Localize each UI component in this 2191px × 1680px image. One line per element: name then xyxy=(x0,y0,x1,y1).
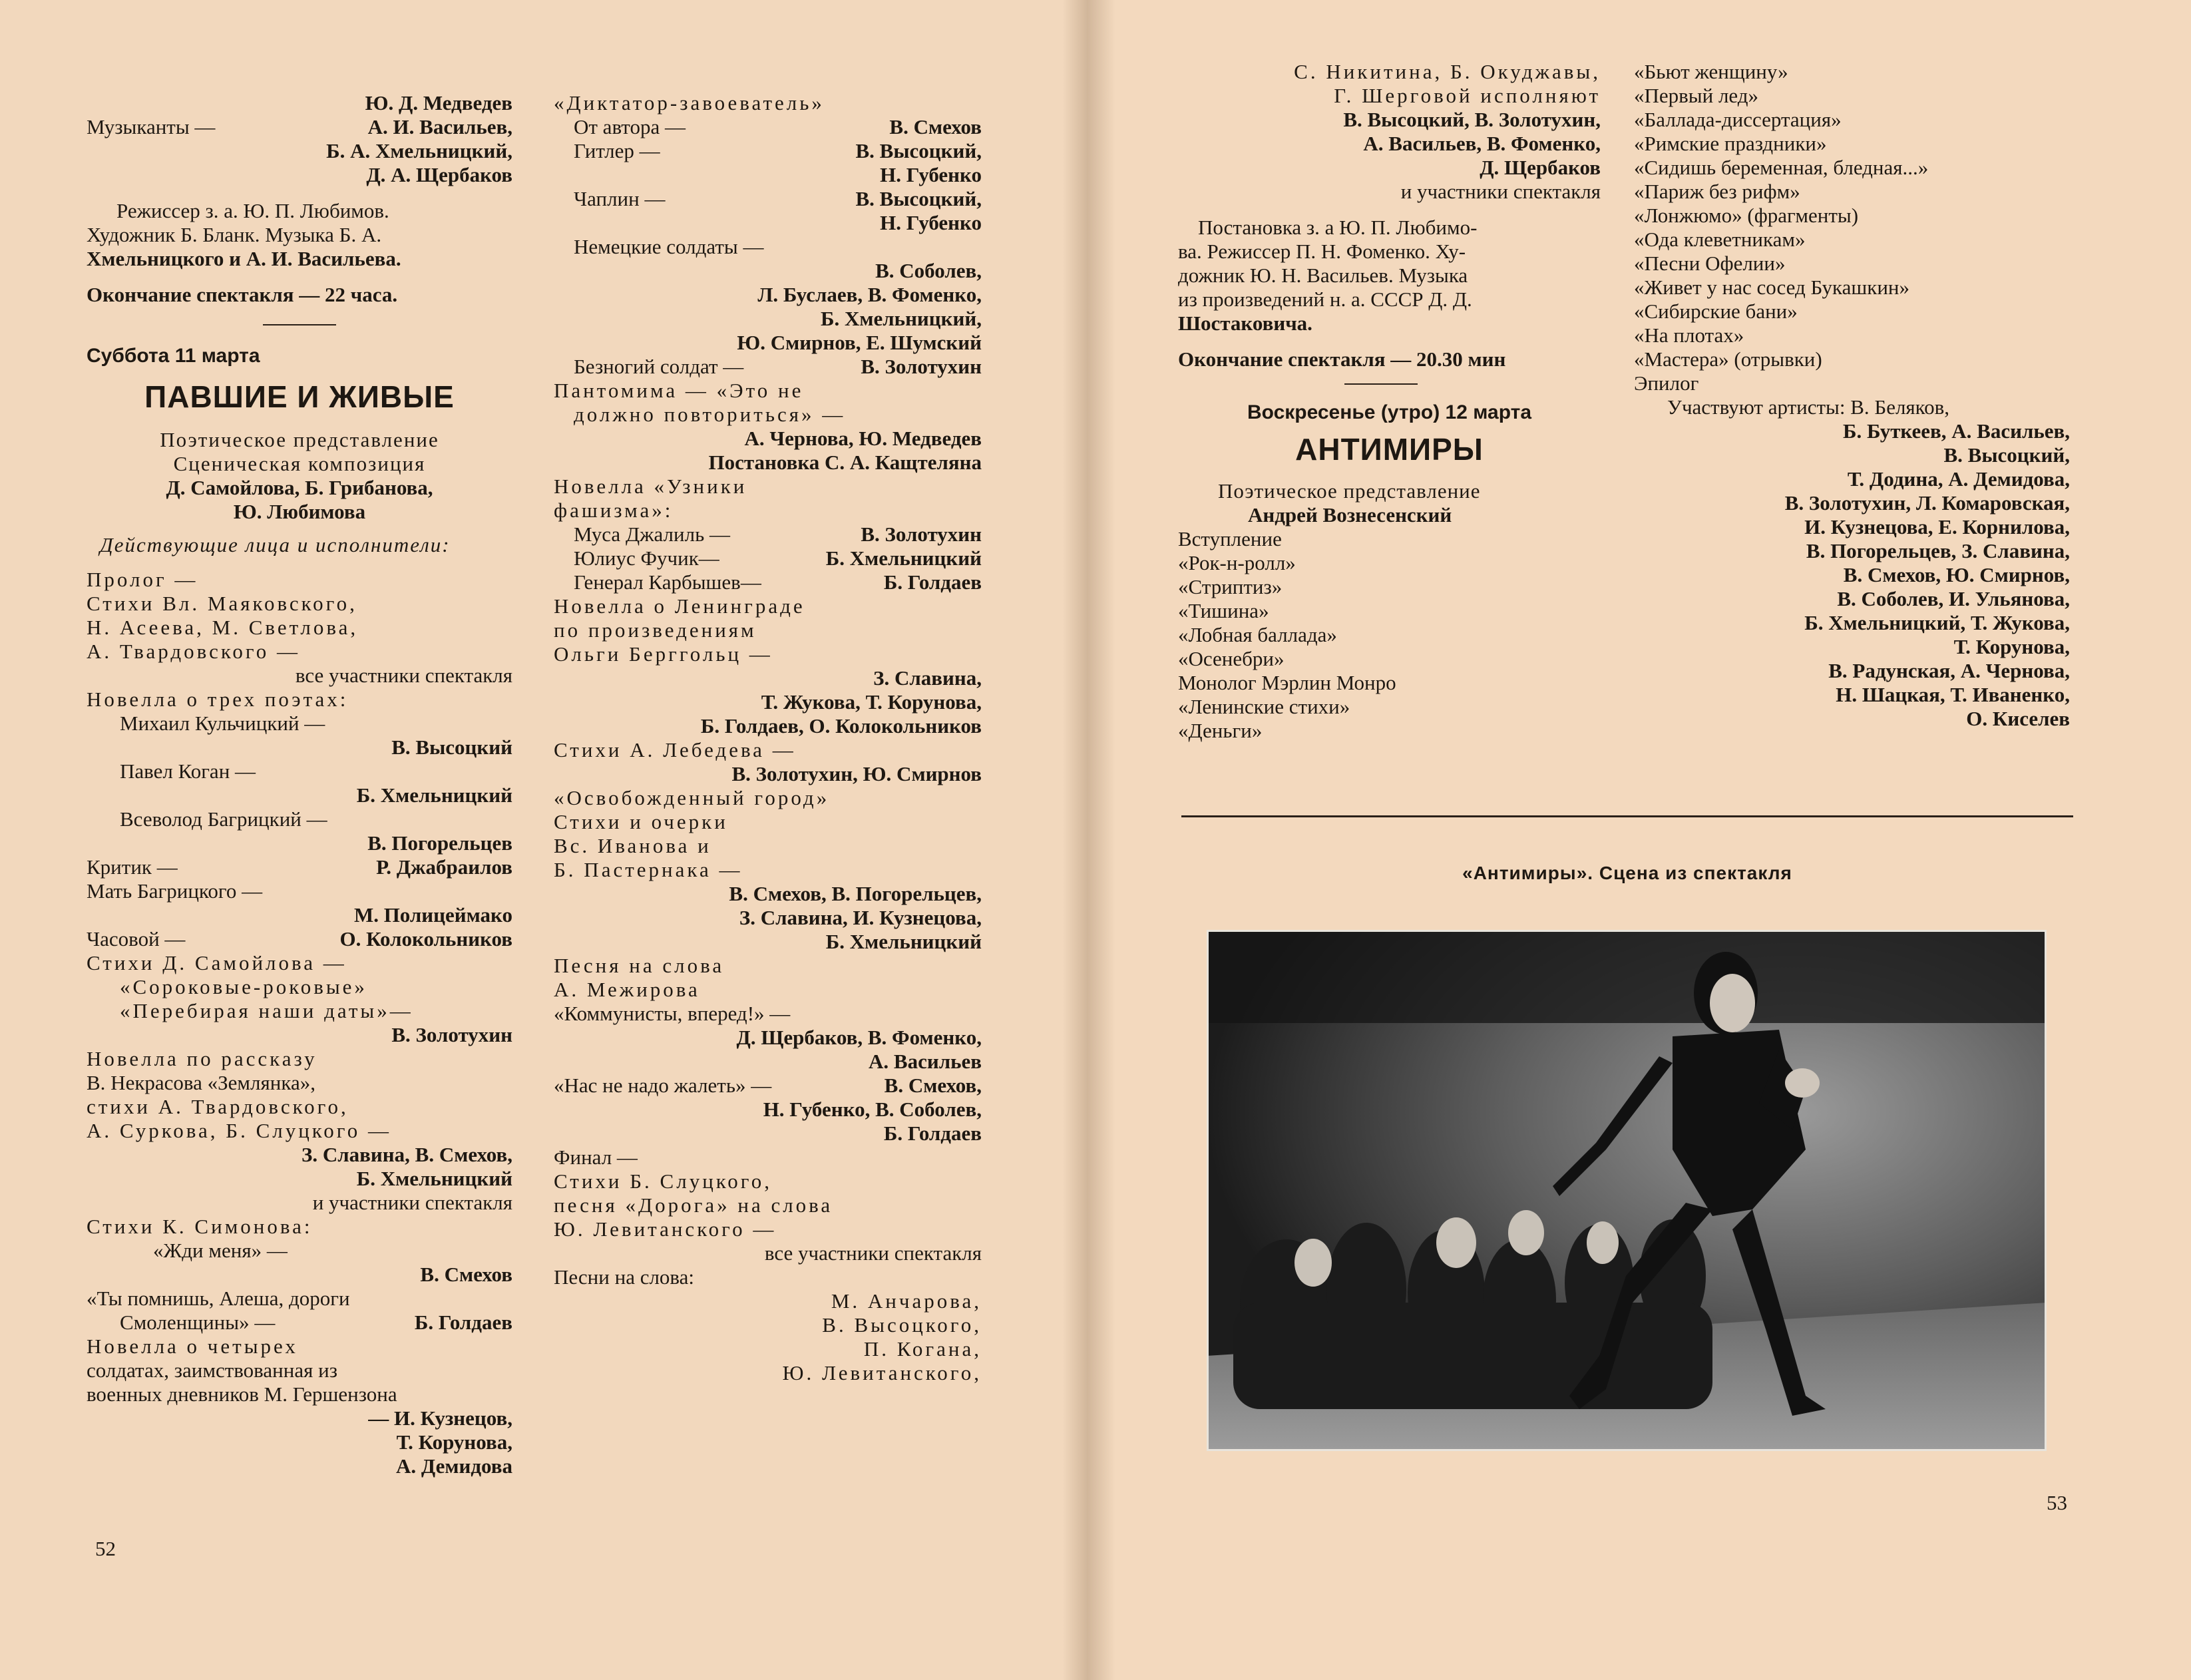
performer-name: Б. Хмельницкий xyxy=(825,546,982,570)
text-line xyxy=(87,927,512,951)
text-line: Мать Багрицкого — xyxy=(87,879,263,903)
text-line: В. Смехов xyxy=(420,1263,512,1286)
list-item: Монолог Мэрлин Монро xyxy=(1178,671,1396,694)
list-item: «Мастера» (отрывки) xyxy=(1634,347,1822,371)
text-line: П. Когана, xyxy=(863,1337,982,1361)
text-line: солдатах, заимствованная из xyxy=(87,1359,337,1382)
text-line xyxy=(554,523,982,546)
text-line xyxy=(554,1074,982,1098)
text-line: В. Соболев, xyxy=(875,259,982,282)
text-line: Ю. Смирнов, Е. Шумский xyxy=(737,331,982,354)
end-time: Окончание спектакля — 22 часа. xyxy=(87,283,398,306)
text-line: Павел Коган — xyxy=(120,759,256,783)
text-line: Б. Пастернака — xyxy=(554,858,743,881)
text-line: А. Межирова xyxy=(554,978,700,1001)
text-line: Г. Шерговой исполняют xyxy=(1334,84,1601,107)
text-line: Б. Хмельницкий xyxy=(356,783,512,807)
text-line: Л. Буслаев, В. Фоменко, xyxy=(757,283,982,306)
director-credits xyxy=(87,199,512,271)
text-line: Б. Голдаев, О. Колокольников xyxy=(700,714,982,737)
text-line: Стихи и очерки xyxy=(554,810,728,833)
list-item: «Сидишь беременная, бледная...» xyxy=(1634,156,1929,179)
cast-list-continued xyxy=(554,91,982,1385)
list-item: «Ода клеветникам» xyxy=(1634,228,1806,251)
subtitle-line: Поэтическое представление xyxy=(160,428,439,451)
list-item: «Сибирские бани» xyxy=(1634,300,1798,323)
list-item: «Тишина» xyxy=(1178,599,1269,622)
role-label: От автора — xyxy=(574,115,686,138)
text-line: Новелла «Узники xyxy=(554,475,747,498)
director-line: Режиссер з. а. Ю. П. Любимов. xyxy=(116,199,389,222)
page-number-left: 52 xyxy=(95,1537,116,1560)
performer-name: В. Высоцкий, xyxy=(855,139,982,162)
text-line: В. Погорельцев xyxy=(367,831,512,855)
end-time: Окончание спектакля — 20.30 мин xyxy=(1178,347,1506,371)
text-line: Ольги Берггольц — xyxy=(554,642,773,666)
text-line: «Освобожденный город» xyxy=(554,786,830,809)
list-item: Б. Буткеев, А. Васильев, xyxy=(1842,419,2070,443)
text-line: Д. Щербаков xyxy=(1480,156,1601,179)
text-line: Стихи Д. Самойлова — xyxy=(87,951,347,974)
list-item: «Живет у нас сосед Букашкин» xyxy=(1634,276,1910,299)
performer-name: В. Высоцкий, xyxy=(855,187,982,210)
role-label: «Нас не надо жалеть» — xyxy=(554,1074,772,1097)
text-line: Вс. Иванова и xyxy=(554,834,711,857)
performer-name: В. Смехов xyxy=(889,115,982,138)
text-line: Всеволод Багрицкий — xyxy=(120,807,327,831)
text-line: М. Анчарова, xyxy=(831,1289,982,1313)
text-line: Пантомима — «Это не xyxy=(554,379,804,402)
role-label: Безногий солдат — xyxy=(574,355,744,378)
text-line: Ю. Левитанского, xyxy=(782,1361,982,1384)
role-label: Генерал Карбышев— xyxy=(574,570,761,594)
performer-name: Б. Голдаев xyxy=(883,570,982,594)
list-item: В. Радунская, А. Чернова, xyxy=(1828,659,2070,682)
performer-name: Постановка С. А. Кащтеляна xyxy=(708,451,982,474)
list-item: «Деньги» xyxy=(1178,719,1263,742)
production-line: Постановка з. а Ю. П. Любимо- xyxy=(1198,216,1478,239)
text-line: В. Высоцкий xyxy=(391,735,512,759)
text-line: В. Некрасова «Землянка», xyxy=(87,1071,315,1094)
text-line: — И. Кузнецов, xyxy=(368,1406,512,1430)
cast-list xyxy=(87,568,512,1478)
text-line: фашизма»: xyxy=(554,499,674,522)
list-item: «Римские праздники» xyxy=(1634,132,1827,155)
text-line: Михаил Кульчицкий — xyxy=(120,712,325,735)
credits-top xyxy=(87,91,512,187)
text-line: Песни на слова: xyxy=(554,1265,695,1289)
text-line xyxy=(554,115,982,139)
text-line: Н. Губенко xyxy=(880,163,982,186)
actors-list xyxy=(1634,419,2070,731)
page-divider xyxy=(1181,815,2073,817)
credit-line: Музыканты — А. И. Васильев, xyxy=(87,115,512,138)
text-line: Н. Губенко xyxy=(880,211,982,234)
list-item: И. Кузнецова, Е. Корнилова, xyxy=(1804,515,2070,538)
list-item: О. Киселев xyxy=(1966,707,2070,730)
role-label: Юлиус Фучик— xyxy=(574,546,719,570)
text-line: З. Славина, И. Кузнецова, xyxy=(739,906,982,929)
text-line: А. Васильев, В. Фоменко, xyxy=(1363,132,1601,155)
text-line: Стихи К. Симонова: xyxy=(87,1215,313,1238)
text-line xyxy=(554,187,982,211)
text-line: все участники спектакля xyxy=(295,664,512,687)
text-line: Б. Хмельницкий xyxy=(356,1167,512,1190)
text-line: Новелла о четырех xyxy=(87,1335,298,1358)
list-item: Эпилог xyxy=(1634,371,1699,395)
list-item: В. Соболев, И. Ульянова, xyxy=(1837,587,2070,610)
text-line: В. Высоцкий, В. Золотухин, xyxy=(1343,108,1601,131)
text-line: Новелла по рассказу xyxy=(87,1047,317,1070)
text-line xyxy=(87,1311,512,1335)
text-line: «Перебирая наши даты»— xyxy=(120,999,413,1022)
performer-name: В. Золотухин xyxy=(861,523,982,546)
text-line: Стихи Б. Слуцкого, xyxy=(554,1169,772,1193)
production-line: дожник Ю. Н. Васильев. Музыка xyxy=(1178,264,1468,287)
list-item: Б. Хмельницкий, Т. Жукова, xyxy=(1804,611,2070,634)
text-line: Пролог — xyxy=(87,568,198,591)
role-label: Муса Джалиль — xyxy=(574,523,730,546)
subtitle-line: Сценическая композиция xyxy=(173,452,426,475)
text-line: Немецкие солдаты — xyxy=(574,235,764,258)
text-line: А. Суркова, Б. Слуцкого — xyxy=(87,1119,391,1142)
text-line: Финал — xyxy=(554,1146,638,1169)
text-line: и участники спектакля xyxy=(312,1191,512,1214)
list-item: Н. Шацкая, Т. Иваненко, xyxy=(1836,683,2070,706)
text-line: Т. Жукова, Т. Корунова, xyxy=(761,690,982,714)
text-line: С. Никитина, Б. Окуджавы, xyxy=(1294,60,1601,83)
performance-title: АНТИМИРЫ xyxy=(1295,432,1484,467)
text-line: Ю. Левитанского — xyxy=(554,1217,777,1241)
subtitle: Поэтическое представление xyxy=(1218,479,1481,503)
director-line: Хмельницкого и А. И. Васильева. xyxy=(87,247,401,270)
director-line: Художник Б. Бланк. Музыка Б. А. xyxy=(87,223,382,246)
subtitle-line: Д. Самойлова, Б. Грибанова, xyxy=(166,476,433,499)
text-line: А. Твардовского — xyxy=(87,640,301,663)
text-line xyxy=(554,451,982,475)
list-item: «Лонжюмо» (фрагменты) xyxy=(1634,204,1859,227)
list-item: «Песни Офелии» xyxy=(1634,252,1786,275)
list-item: «Ленинские стихи» xyxy=(1178,695,1350,718)
program-items xyxy=(1178,527,1601,743)
text-line: Б. Хмельницкий xyxy=(825,930,982,953)
production-credits xyxy=(1178,216,1601,335)
actors-intro: Участвуют артисты: В. Беляков, xyxy=(1667,395,1950,419)
text-line: и участники спектакля xyxy=(1400,180,1601,203)
list-item: «Рок-н-ролл» xyxy=(1178,551,1296,574)
photo-caption: «Антимиры». Сцена из спектакля xyxy=(1462,863,1792,883)
list-item: «Осенебри» xyxy=(1178,647,1285,670)
list-item: «Первый лед» xyxy=(1634,84,1759,107)
text-line: М. Полицеймако xyxy=(353,903,512,927)
text-line: Новелла о трех поэтах: xyxy=(87,688,349,711)
list-item: «Баллада-диссертация» xyxy=(1634,108,1842,131)
production-line: из произведений н. а. СССР Д. Д. xyxy=(1178,288,1472,311)
page-number-right: 53 xyxy=(2047,1491,2067,1514)
text-line xyxy=(554,355,982,379)
list-item: «Бьют женщину» xyxy=(1634,60,1788,83)
text-line: Т. Корунова, xyxy=(396,1430,512,1454)
text-line: Стихи Вл. Маяковского, xyxy=(87,592,357,615)
text-line: «Диктатор-завоеватель» xyxy=(554,91,825,114)
text-line xyxy=(554,139,982,163)
text-line: Н. Асеева, М. Светлова, xyxy=(87,616,359,639)
list-item: В. Золотухин, Л. Комаровская, xyxy=(1784,491,2070,515)
cast-heading: Действующие лица и исполнители: xyxy=(100,533,451,556)
list-item: «На плотах» xyxy=(1634,323,1744,347)
text-line: А. Чернова, Ю. Медведев xyxy=(744,427,982,450)
production-line: Шостаковича. xyxy=(1178,312,1312,335)
text-line: Н. Губенко, В. Соболев, xyxy=(763,1098,982,1121)
text-line: «Ты помнишь, Алеша, дороги xyxy=(87,1287,350,1310)
credit-line: Б. А. Хмельницкий, xyxy=(326,139,512,162)
list-item: В. Смехов, Ю. Смирнов, xyxy=(1843,563,2070,586)
book-spine xyxy=(1062,0,1115,1680)
performer-name: В. Золотухин xyxy=(861,355,982,378)
list-item: «Стриптиз» xyxy=(1178,575,1283,598)
text-line: военных дневников М. Гершензона xyxy=(87,1382,397,1406)
text-line xyxy=(554,570,982,594)
right-column-2 xyxy=(1634,60,2070,731)
text-line: А. Демидова xyxy=(396,1454,512,1478)
text-line: «Коммунисты, вперед!» — xyxy=(554,1002,791,1025)
subtitle-line: Ю. Любимова xyxy=(233,500,366,523)
performance-date: Суббота 11 марта xyxy=(87,345,260,367)
text-line: должно повториться» — xyxy=(574,403,846,426)
performance-date: Воскресенье (утро) 12 марта xyxy=(1247,401,1532,423)
role-label: Чаплин — xyxy=(574,187,666,210)
list-item: Т. Додина, А. Демидова, xyxy=(1847,467,2070,491)
credit-line: Ю. Д. Медведев xyxy=(365,91,512,114)
text-line: стихи А. Твардовского, xyxy=(87,1095,349,1118)
text-line: З. Славина, xyxy=(873,666,982,690)
performer-name: Р. Джабраилов xyxy=(376,855,512,879)
text-line: В. Золотухин xyxy=(391,1023,512,1046)
list-item: «Париж без рифм» xyxy=(1634,180,1800,203)
left-column-1 xyxy=(87,91,512,1478)
text-line: «Жди меня» — xyxy=(153,1239,288,1262)
text-line: В. Смехов, В. Погорельцев, xyxy=(729,882,982,905)
performers-intro xyxy=(1178,60,1601,204)
text-line xyxy=(554,546,982,570)
left-column-2 xyxy=(554,91,982,1385)
list-item: В. Высоцкий, xyxy=(1943,443,2070,467)
author: Андрей Вознесенский xyxy=(1248,503,1452,526)
right-column-1 xyxy=(1178,60,1601,743)
text-line: Б. Голдаев xyxy=(883,1122,982,1145)
text-line: «Сороковые-роковые» xyxy=(120,975,367,998)
text-line: по произведениям xyxy=(554,618,757,642)
list-item: Т. Корунова, xyxy=(1953,635,2070,658)
text-line xyxy=(87,855,512,879)
performer-name: В. Смехов, xyxy=(884,1074,982,1097)
text-line: В. Золотухин, Ю. Смирнов xyxy=(731,762,982,785)
list-item: В. Погорельцев, З. Славина, xyxy=(1806,539,2070,562)
stage-scene-image xyxy=(1207,930,2047,1451)
role-label: Критик — xyxy=(87,855,178,879)
text-line: В. Высоцкого, xyxy=(822,1313,982,1337)
text-line: З. Славина, В. Смехов, xyxy=(301,1143,512,1166)
text-line: А. Васильев xyxy=(869,1050,982,1073)
text-line: все участники спектакля xyxy=(764,1241,982,1265)
production-line: ва. Режиссер П. Н. Фоменко. Ху- xyxy=(1178,240,1466,263)
text-line: Песня на слова xyxy=(554,954,725,977)
list-item: Вступление xyxy=(1178,527,1282,550)
text-line: Новелла о Ленинграде xyxy=(554,594,805,618)
text-line: Б. Хмельницкий, xyxy=(821,307,982,330)
text-line: песня «Дорога» на слова xyxy=(554,1193,833,1217)
text-line: Стихи А. Лебедева — xyxy=(554,738,796,761)
stage-photo xyxy=(1207,930,2047,1451)
performance-title: ПАВШИЕ И ЖИВЫЕ xyxy=(144,379,455,414)
role-label: Гитлер — xyxy=(574,139,660,162)
role-label: Часовой — xyxy=(87,927,186,950)
credit-line: Д. А. Щербаков xyxy=(366,163,512,186)
list-item: «Лобная баллада» xyxy=(1178,623,1337,646)
program-items-continued xyxy=(1634,60,2070,395)
text-line: Д. Щербаков, В. Фоменко, xyxy=(736,1026,982,1049)
performer-name: Б. Голдаев xyxy=(414,1311,512,1334)
role-label: Смоленщины» — xyxy=(120,1311,276,1334)
performer-name: О. Колокольников xyxy=(339,927,512,950)
